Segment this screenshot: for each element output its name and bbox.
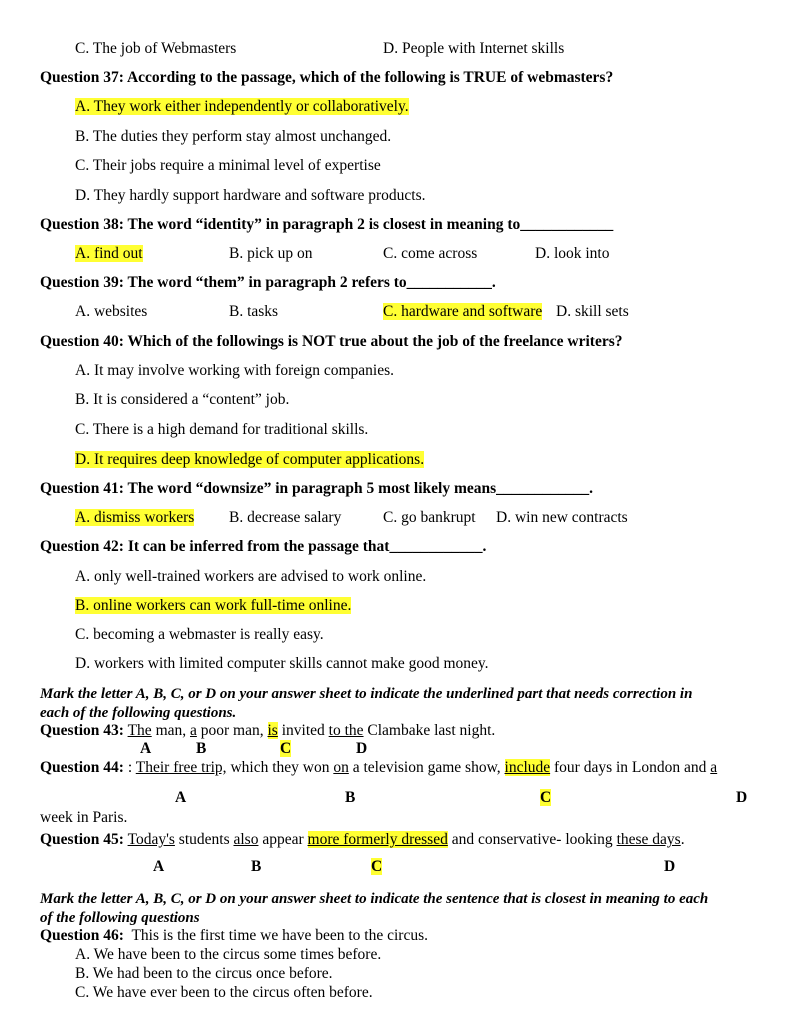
q37-option-a: [75, 97, 409, 117]
q41-option-a: [75, 508, 194, 528]
q41-option-d: D. win new contracts: [496, 509, 628, 526]
section-instruction: Mark the letter A, B, C, or D on your answer sheet to indicate the sentence that is closest in meaning to each: [40, 891, 709, 907]
option-d: D. People with Internet skills: [383, 40, 565, 57]
text-segment: man,: [151, 722, 190, 739]
question-label: Question 44:: [40, 759, 124, 776]
letter-b: B: [345, 789, 356, 806]
q41-option-c: C. go bankrupt: [383, 509, 476, 526]
question-label: Question 46:: [40, 927, 124, 944]
question-44: [40, 758, 717, 778]
q39-option-d: D. skill sets: [556, 303, 629, 320]
section-instruction-cont: each of the following questions.: [40, 705, 237, 721]
answer-highlight: A. find out: [75, 245, 143, 262]
q46-option-c: C. We have ever been to the circus often before.: [75, 984, 373, 1001]
q42-option-a: A. only well-trained workers are advised to work online.: [75, 568, 427, 585]
letter-a: A: [153, 858, 165, 875]
underlined-part-a: Their free trip,: [135, 759, 227, 776]
question-label: Question 45:: [40, 831, 124, 848]
q39-option-a: A. websites: [75, 303, 148, 320]
text-segment: invited: [277, 722, 329, 739]
q38-option-d: D. look into: [535, 245, 610, 262]
q42-option-c: C. becoming a webmaster is really easy.: [75, 626, 324, 643]
question-38-stem: Question 38: The word “identity” in paragraph 2 is closest in meaning to____________: [40, 216, 614, 233]
underlined-part-b: on: [333, 759, 349, 776]
section-instruction: Mark the letter A, B, C, or D on your answer sheet to indicate the underlined part that needs correction in: [40, 686, 693, 702]
answer-highlight: B. online workers can work full-time online.: [75, 597, 352, 614]
question-39-stem: Question 39: The word “them” in paragraph 2 refers to___________.: [40, 274, 496, 291]
text-segment: poor man,: [196, 722, 268, 739]
text-segment: and conservative- looking: [447, 831, 617, 848]
q38-option-b: B. pick up on: [229, 245, 313, 262]
text-segment: which they won: [226, 759, 334, 776]
question-43: [40, 721, 495, 741]
text-segment: four days in London and: [550, 759, 711, 776]
q40-option-c: C. There is a high demand for traditional skills.: [75, 421, 369, 438]
q40-option-a: A. It may involve working with foreign companies.: [75, 362, 394, 379]
underlined-part-b: a: [190, 722, 197, 739]
q40-option-d: [75, 450, 424, 470]
letter-a: A: [140, 740, 152, 757]
answer-highlight: A. dismiss workers: [75, 509, 195, 526]
letter-c: [280, 739, 291, 759]
question-40-stem: Question 40: Which of the followings is NOT true about the job of the freelance writers?: [40, 333, 623, 350]
text-segment: appear: [258, 831, 308, 848]
answer-highlight: A. They work either independently or collaboratively.: [75, 98, 409, 115]
question-label: Question 43:: [40, 722, 124, 739]
text-segment: Clambake last night.: [363, 722, 496, 739]
letter-d: D: [664, 858, 676, 875]
underlined-part-c: include: [504, 759, 551, 776]
q40-option-b: B. It is considered a “content” job.: [75, 391, 290, 408]
text-segment: :: [123, 759, 136, 776]
underlined-part-c: is: [267, 722, 278, 739]
question-41-stem: Question 41: The word “downsize” in paragraph 5 most likely means____________.: [40, 480, 594, 497]
underlined-part-a: Today's: [127, 831, 175, 848]
underlined-part-b: also: [233, 831, 259, 848]
text-segment: a television game show,: [348, 759, 505, 776]
question-42-stem: Question 42: It can be inferred from the passage that____________.: [40, 538, 487, 555]
letter-d: D: [356, 740, 368, 757]
q39-option-b: B. tasks: [229, 303, 279, 320]
question-44-cont: week in Paris.: [40, 809, 128, 826]
answer-highlight: C. hardware and software: [383, 303, 543, 320]
answer-highlight: D. It requires deep knowledge of computer applications.: [75, 451, 425, 468]
section-instruction-cont: of the following questions: [40, 910, 200, 926]
letter-b: B: [196, 740, 207, 757]
q37-option-b: B. The duties they perform stay almost unchanged.: [75, 128, 392, 145]
question-45: [40, 830, 685, 850]
letter-c: [371, 857, 382, 877]
underlined-part-d: to the: [328, 722, 364, 739]
q39-option-c: [383, 302, 542, 322]
q41-option-b: B. decrease salary: [229, 509, 342, 526]
text-segment: students: [174, 831, 234, 848]
answer-highlight: C: [371, 858, 383, 875]
text-segment: .: [680, 831, 685, 848]
letter-c: [540, 788, 551, 808]
q38-option-a: [75, 244, 143, 264]
question-37-stem: Question 37: According to the passage, which of the following is TRUE of webmasters?: [40, 69, 614, 86]
q42-option-d: D. workers with limited computer skills cannot make good money.: [75, 655, 489, 672]
q37-option-d: D. They hardly support hardware and software products.: [75, 187, 426, 204]
underlined-part-c: more formerly dressed: [307, 831, 448, 848]
q37-option-c: C. Their jobs require a minimal level of expertise: [75, 157, 381, 174]
underlined-part-a: The: [127, 722, 152, 739]
q38-option-c: C. come across: [383, 245, 478, 262]
q42-option-b: [75, 596, 351, 616]
underlined-part-d: a: [710, 759, 718, 776]
letter-a: A: [175, 789, 187, 806]
option-c: C. The job of Webmasters: [75, 40, 237, 57]
letter-d: D: [736, 789, 748, 806]
q46-option-b: B. We had been to the circus once before.: [75, 965, 333, 982]
question-46: [40, 926, 428, 946]
letter-b: B: [251, 858, 262, 875]
answer-highlight: C: [280, 740, 292, 757]
question-stem: This is the first time we have been to the circus.: [123, 927, 429, 944]
underlined-part-d: these days: [616, 831, 681, 848]
answer-highlight: C: [540, 789, 552, 806]
q46-option-a: A. We have been to the circus some times before.: [75, 946, 382, 963]
